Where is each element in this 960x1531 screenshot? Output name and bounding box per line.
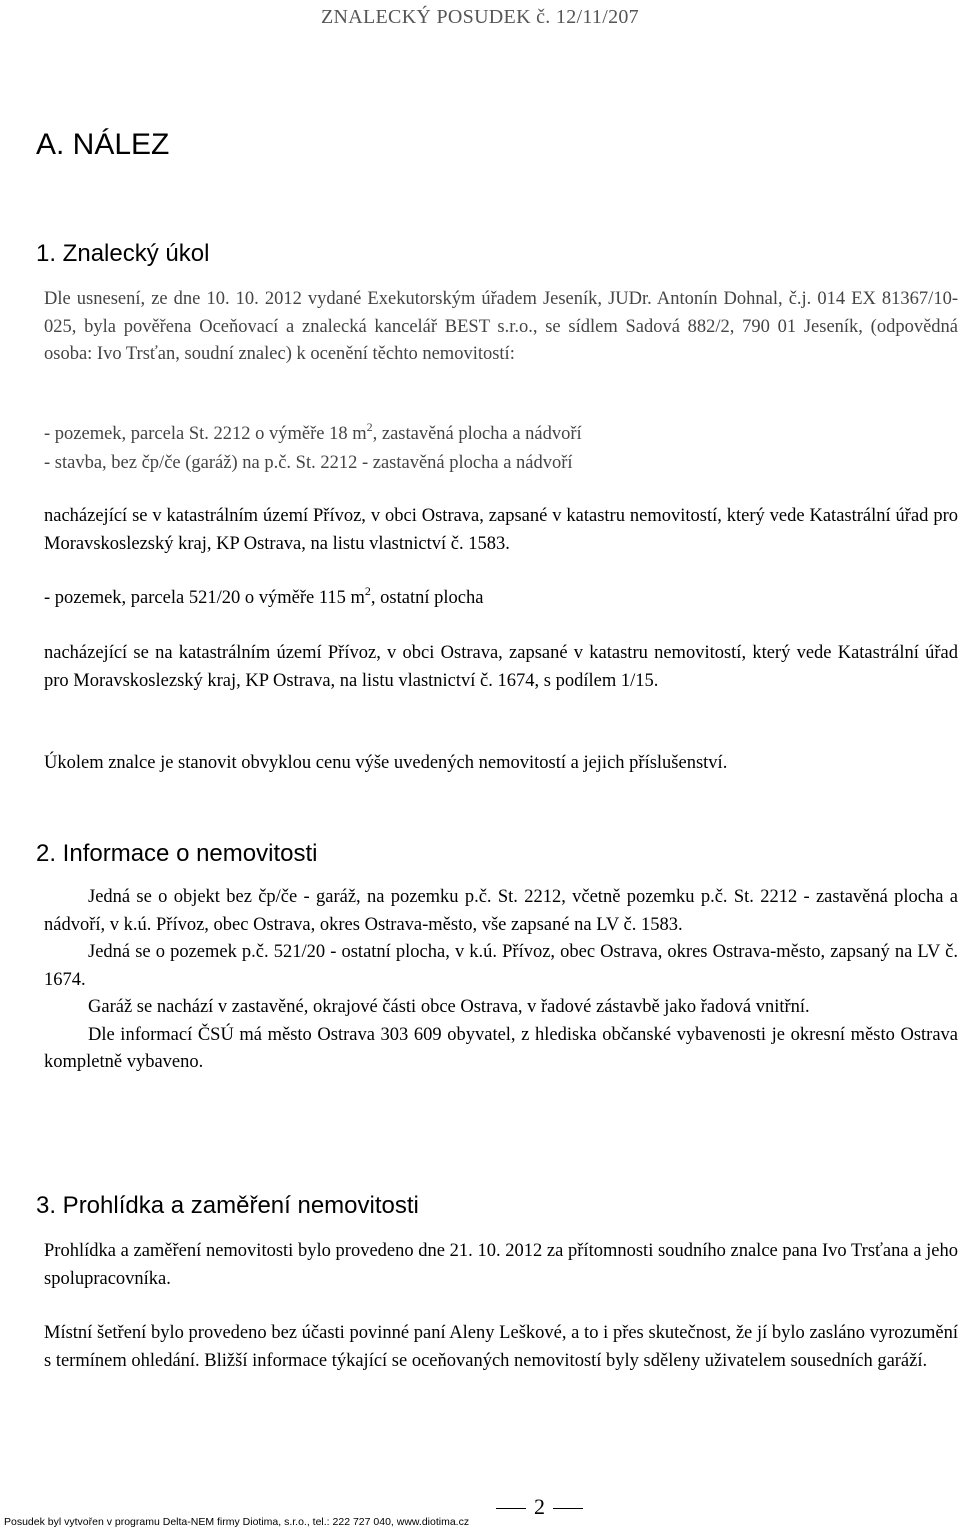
- property-item-land: - pozemek, parcela St. 2212 o výměře 18 $m^2$, zastavěná plocha a nádvoří: [44, 420, 582, 444]
- property-item-building: - stavba, bez čp/če (garáž) na p.č. St. 2212 - zastavěná plocha a nádvoří: [44, 453, 573, 473]
- info-paragraph-1: Jedná se o objekt bez čp/če - garáž, na pozemku p.č. St. 2212, včetně pozemku p.č. St. 2212 - zastavěná plocha a nádvoří, v k.ú. Přívoz, obec Ostrava, okres Ostrava-město, vše zapsané na LV č. 1583.: [44, 887, 958, 935]
- section-3-title: 3. Prohlídka a zaměření nemovitosti: [36, 1192, 419, 1219]
- property-item-parcel: - pozemek, parcela 521/20 o výměře 115 $m^2$, ostatní plocha: [44, 584, 484, 608]
- document-footer: Posudek byl vytvořen v programu Delta-NEM firmy Diotima, s.r.o., tel.: 222 727 040, www.diotima.cz: [4, 1516, 470, 1528]
- location-paragraph-1: nacházející se v katastrálním území Přívoz, v obci Ostrava, zapsané v katastru nemovitostí, který vede Katastrální úřad pro Moravskoslezský kraj, KP Ostrava, na listu vlastnictví č. 1583.: [44, 506, 958, 554]
- inspection-paragraph-1: Prohlídka a zaměření nemovitosti bylo provedeno dne 21. 10. 2012 za přítomnosti soudního znalce pana Ivo Trsťana a jeho spolupracovníka.: [44, 1241, 958, 1289]
- info-paragraph-3: Garáž se nachází v zastavěné, okrajové části obce Ostrava, v řadové zástavbě jako řadová vnitřní.: [88, 997, 810, 1017]
- section-2-body: [44, 884, 958, 1077]
- section-1-intro: Dle usnesení, ze dne 10. 10. 2012 vydané Exekutorským úřadem Jeseník, JUDr. Antonín Dohnal, č.j. 014 EX 81367/10-025, byla pověřena Oceňovací a znalecká kancelář BEST s.r.o., se sídlem Sadová 882/2, 790 01 Jeseník, (odpovědná osoba: Ivo Trsťan, soudní znalec) k ocenění těchto nemovitostí:: [44, 289, 958, 364]
- section-1-title: 1. Znalecký úkol: [36, 240, 210, 267]
- location-paragraph-2: nacházející se na katastrálním území Přívoz, v obci Ostrava, zapsané v katastru nemovitostí, který vede Katastrální úřad pro Moravskoslezský kraj, KP Ostrava, na listu vlastnictví č. 1674, s podílem 1/15.: [44, 643, 958, 691]
- info-paragraph-2: Jedná se o pozemek p.č. 521/20 - ostatní plocha, v k.ú. Přívoz, obec Ostrava, okres Ostrava-město, zapsaný na LV č. 1674.: [44, 942, 958, 990]
- page-dash-left: [496, 1508, 526, 1509]
- page-number: 2: [488, 1494, 591, 1520]
- info-paragraph-4: Dle informací ČSÚ má město Ostrava 303 609 obyvatel, z hlediska občanské vybavenosti je okresní město Ostrava kompletně vybaveno.: [44, 1024, 958, 1072]
- inspection-paragraph-2: Místní šetření bylo provedeno bez účasti povinné paní Aleny Leškové, a to i přes skutečnost, že jí bylo zasláno vyrozumění s termínem ohledání. Bližší informace týkající se oceňovaných nemovitostí byly sděleny uživatelem sousedních garáží.: [44, 1323, 958, 1371]
- task-paragraph: Úkolem znalce je stanovit obvyklou cenu výše uvedených nemovitostí a jejich příslušenství.: [44, 753, 728, 773]
- section-2-title: 2. Informace o nemovitosti: [36, 840, 318, 867]
- page-dash-right: [553, 1508, 583, 1509]
- property-list-1: [44, 420, 958, 478]
- section-a-title: A. NÁLEZ: [36, 128, 170, 161]
- document-header: ZNALECKÝ POSUDEK č. 12/11/207: [321, 6, 639, 28]
